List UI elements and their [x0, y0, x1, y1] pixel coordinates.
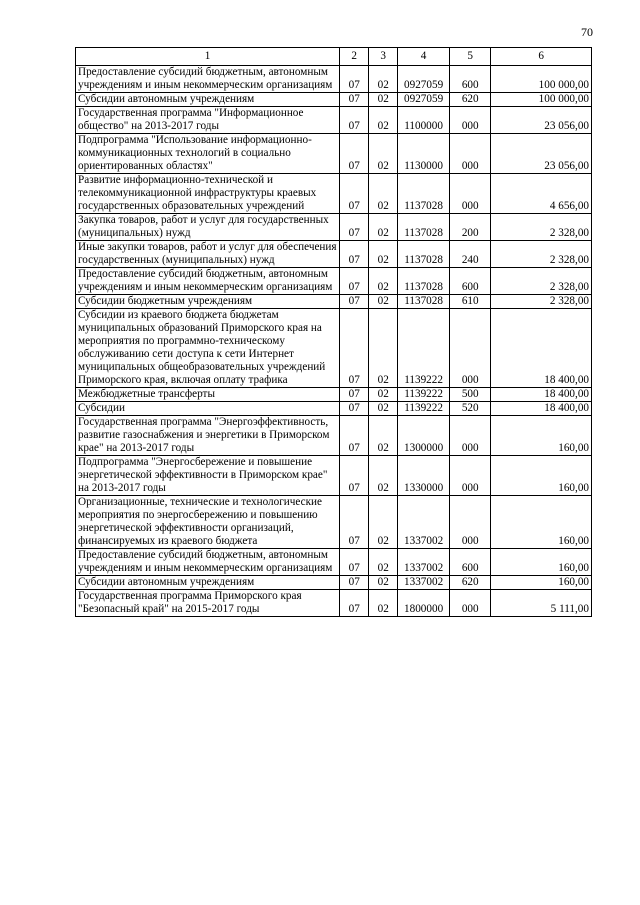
row-description: Государственная программа "Информационное общество" на 2013-2017 годы	[76, 107, 340, 134]
row-expense-type: 000	[450, 496, 491, 549]
row-section: 07	[340, 174, 369, 214]
row-expense-type: 000	[450, 134, 491, 174]
row-description: Иные закупки товаров, работ и услуг для обеспечения государственных (муниципальных) нужд	[76, 241, 340, 268]
table-row	[76, 416, 592, 456]
row-expense-type: 610	[450, 295, 491, 309]
row-expense-type: 620	[450, 576, 491, 590]
row-expense-type: 000	[450, 416, 491, 456]
row-expense-type: 520	[450, 402, 491, 416]
row-target-code: 1137028	[398, 241, 450, 268]
row-target-code: 1337002	[398, 549, 450, 576]
row-subsection: 02	[369, 402, 398, 416]
row-section: 07	[340, 309, 369, 388]
row-description: Подпрограмма "Энергосбережение и повышение энергетической эффективности в Приморском крае" на 2013-2017 годы	[76, 456, 340, 496]
row-amount: 160,00	[491, 496, 592, 549]
table-row	[76, 402, 592, 416]
row-description: Субсидии автономным учреждениям	[76, 93, 340, 107]
row-section: 07	[340, 295, 369, 309]
row-amount: 2 328,00	[491, 295, 592, 309]
row-expense-type: 000	[450, 590, 491, 617]
row-subsection: 02	[369, 295, 398, 309]
row-target-code: 1137028	[398, 268, 450, 295]
row-section: 07	[340, 388, 369, 402]
row-subsection: 02	[369, 388, 398, 402]
row-subsection: 02	[369, 268, 398, 295]
row-amount: 23 056,00	[491, 134, 592, 174]
row-description: Субсидии	[76, 402, 340, 416]
row-subsection: 02	[369, 576, 398, 590]
header-cell-3: 3	[369, 48, 398, 66]
header-cell-6: 6	[491, 48, 592, 66]
table-row	[76, 107, 592, 134]
row-section: 07	[340, 590, 369, 617]
row-subsection: 02	[369, 456, 398, 496]
row-subsection: 02	[369, 107, 398, 134]
row-amount: 100 000,00	[491, 66, 592, 93]
row-target-code: 1139222	[398, 388, 450, 402]
row-target-code: 1330000	[398, 456, 450, 496]
header-cell-2: 2	[340, 48, 369, 66]
row-amount: 160,00	[491, 576, 592, 590]
row-amount: 18 400,00	[491, 402, 592, 416]
row-amount: 160,00	[491, 416, 592, 456]
row-target-code: 0927059	[398, 66, 450, 93]
row-description: Закупка товаров, работ и услуг для государственных (муниципальных) нужд	[76, 214, 340, 241]
row-section: 07	[340, 576, 369, 590]
row-section: 07	[340, 134, 369, 174]
row-amount: 18 400,00	[491, 309, 592, 388]
table-row	[76, 241, 592, 268]
row-subsection: 02	[369, 214, 398, 241]
row-section: 07	[340, 66, 369, 93]
table-row	[76, 590, 592, 617]
row-expense-type: 240	[450, 241, 491, 268]
table-row	[76, 388, 592, 402]
row-description: Организационные, технические и технологические мероприятия по энергосбережению и повышению энергетической эффективности организаций, финансируемых из краевого бюджета	[76, 496, 340, 549]
row-subsection: 02	[369, 549, 398, 576]
budget-table	[75, 47, 592, 617]
table-header-row	[76, 48, 592, 66]
row-amount: 5 111,00	[491, 590, 592, 617]
row-amount: 18 400,00	[491, 388, 592, 402]
row-target-code: 1300000	[398, 416, 450, 456]
row-section: 07	[340, 456, 369, 496]
header-cell-4: 4	[398, 48, 450, 66]
row-description: Субсидии из краевого бюджета бюджетам муниципальных образований Приморского края на мероприятия по программно-техническому обслуживанию сети доступа к сети Интернет муниципальных общеобразовательных учреждений Приморского края, включая оплату трафика	[76, 309, 340, 388]
row-subsection: 02	[369, 590, 398, 617]
row-description: Развитие информационно-технической и телекоммуникационной инфраструктуры краевых государственных образовательных учреждений	[76, 174, 340, 214]
row-section: 07	[340, 107, 369, 134]
header-cell-1: 1	[76, 48, 340, 66]
row-amount: 160,00	[491, 549, 592, 576]
row-target-code: 0927059	[398, 93, 450, 107]
row-section: 07	[340, 496, 369, 549]
page-number: 70	[581, 25, 593, 39]
row-subsection: 02	[369, 496, 398, 549]
row-amount: 2 328,00	[491, 214, 592, 241]
row-subsection: 02	[369, 416, 398, 456]
row-subsection: 02	[369, 174, 398, 214]
row-target-code: 1800000	[398, 590, 450, 617]
row-amount: 2 328,00	[491, 241, 592, 268]
table-row	[76, 576, 592, 590]
row-target-code: 1139222	[398, 309, 450, 388]
row-expense-type: 600	[450, 549, 491, 576]
row-description: Субсидии автономным учреждениям	[76, 576, 340, 590]
row-subsection: 02	[369, 309, 398, 388]
row-section: 07	[340, 241, 369, 268]
row-expense-type: 000	[450, 174, 491, 214]
row-description: Субсидии бюджетным учреждениям	[76, 295, 340, 309]
row-subsection: 02	[369, 241, 398, 268]
row-subsection: 02	[369, 93, 398, 107]
table-row	[76, 549, 592, 576]
table-row	[76, 295, 592, 309]
row-description: Предоставление субсидий бюджетным, автономным учреждениям и иным некоммерческим организациям	[76, 66, 340, 93]
row-amount: 100 000,00	[491, 93, 592, 107]
row-description: Государственная программа "Энергоэффективность, развитие газоснабжения и энергетики в Приморском крае" на 2013-2017 годы	[76, 416, 340, 456]
row-description: Предоставление субсидий бюджетным, автономным учреждениям и иным некоммерческим организациям	[76, 268, 340, 295]
table-row	[76, 268, 592, 295]
row-amount: 23 056,00	[491, 107, 592, 134]
row-section: 07	[340, 93, 369, 107]
table-row	[76, 214, 592, 241]
row-section: 07	[340, 416, 369, 456]
row-target-code: 1337002	[398, 576, 450, 590]
row-section: 07	[340, 549, 369, 576]
row-section: 07	[340, 402, 369, 416]
table-row	[76, 66, 592, 93]
row-expense-type: 000	[450, 107, 491, 134]
row-description: Подпрограмма "Использование информационно-коммуникационных технологий в социально ориентированных областях"	[76, 134, 340, 174]
row-expense-type: 500	[450, 388, 491, 402]
row-target-code: 1137028	[398, 295, 450, 309]
row-amount: 2 328,00	[491, 268, 592, 295]
table-row	[76, 93, 592, 107]
header-cell-5: 5	[450, 48, 491, 66]
row-target-code: 1137028	[398, 214, 450, 241]
row-expense-type: 000	[450, 309, 491, 388]
table-body	[76, 66, 592, 617]
row-expense-type: 200	[450, 214, 491, 241]
row-subsection: 02	[369, 134, 398, 174]
table-row	[76, 309, 592, 388]
row-target-code: 1337002	[398, 496, 450, 549]
row-expense-type: 600	[450, 268, 491, 295]
table-row	[76, 496, 592, 549]
row-target-code: 1130000	[398, 134, 450, 174]
row-amount: 160,00	[491, 456, 592, 496]
row-description: Государственная программа Приморского края "Безопасный край" на 2015-2017 годы	[76, 590, 340, 617]
row-target-code: 1100000	[398, 107, 450, 134]
row-description: Межбюджетные трансферты	[76, 388, 340, 402]
row-section: 07	[340, 268, 369, 295]
table-row	[76, 134, 592, 174]
table-row	[76, 174, 592, 214]
table-row	[76, 456, 592, 496]
row-expense-type: 600	[450, 66, 491, 93]
row-subsection: 02	[369, 66, 398, 93]
row-target-code: 1139222	[398, 402, 450, 416]
row-expense-type: 620	[450, 93, 491, 107]
row-section: 07	[340, 214, 369, 241]
row-amount: 4 656,00	[491, 174, 592, 214]
row-expense-type: 000	[450, 456, 491, 496]
row-description: Предоставление субсидий бюджетным, автономным учреждениям и иным некоммерческим организациям	[76, 549, 340, 576]
row-target-code: 1137028	[398, 174, 450, 214]
